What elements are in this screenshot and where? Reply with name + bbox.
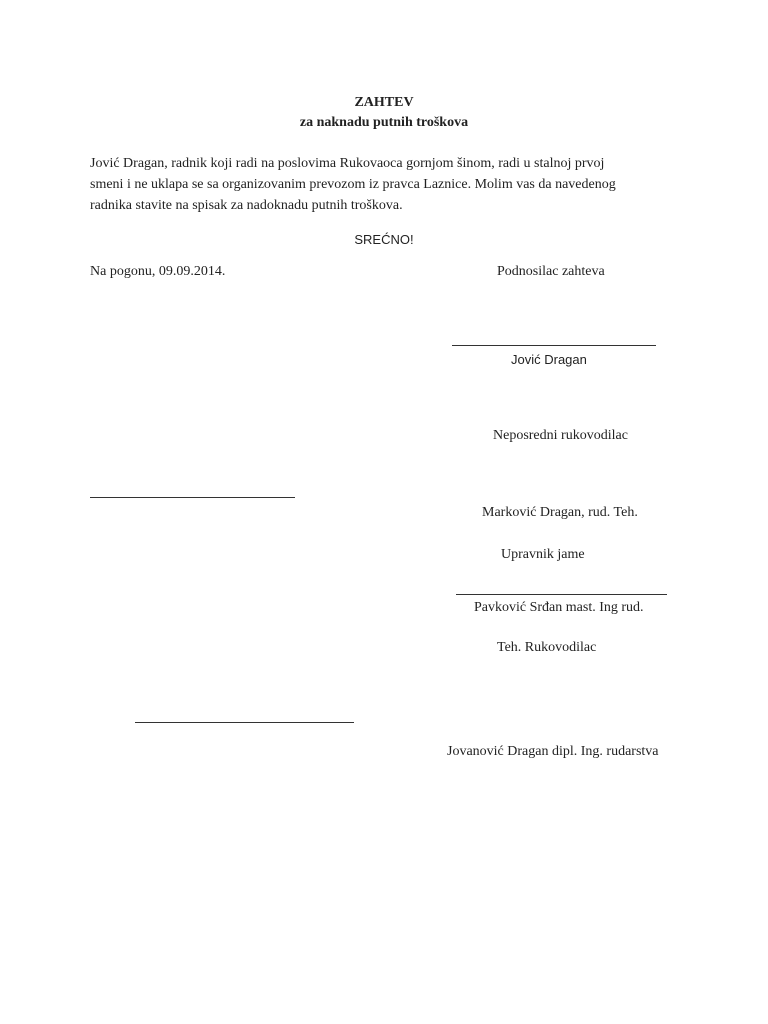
tech-manager-name: Jovanović Dragan dipl. Ing. rudarstva <box>447 744 659 759</box>
tech-manager-label: Teh. Rukovodilac <box>497 640 597 655</box>
document-subtitle: za naknadu putnih troškova <box>299 115 469 130</box>
body-line: Jović Dragan, radnik koji radi na poslovima Rukovaoca gornjom šinom, radi u stalnoj prvoj <box>90 156 605 171</box>
mine-manager-name: Pavković Srđan mast. Ing rud. <box>474 600 644 615</box>
mine-manager-label: Upravnik jame <box>501 547 585 562</box>
applicant-signature-line <box>452 345 656 346</box>
supervisor-signature-line <box>90 497 295 498</box>
place-date: Na pogonu, 09.09.2014. <box>90 264 226 279</box>
request-body <box>90 153 670 216</box>
greeting: SREĆNO! <box>354 232 414 247</box>
applicant-label: Podnosilac zahteva <box>497 264 605 279</box>
body-line: smeni i ne uklapa se sa organizovanim prevozom iz pravca Laznice. Molim vas da navedenog <box>90 177 616 192</box>
tech-manager-signature-line <box>135 722 354 723</box>
supervisor-name: Marković Dragan, rud. Teh. <box>482 505 638 520</box>
body-line: radnika stavite na spisak za nadoknadu putnih troškova. <box>90 198 403 213</box>
mine-manager-signature-line <box>456 594 667 595</box>
supervisor-label: Neposredni rukovodilac <box>493 428 628 443</box>
applicant-name: Jović Dragan <box>511 352 587 367</box>
document-title: ZAHTEV <box>354 95 414 110</box>
